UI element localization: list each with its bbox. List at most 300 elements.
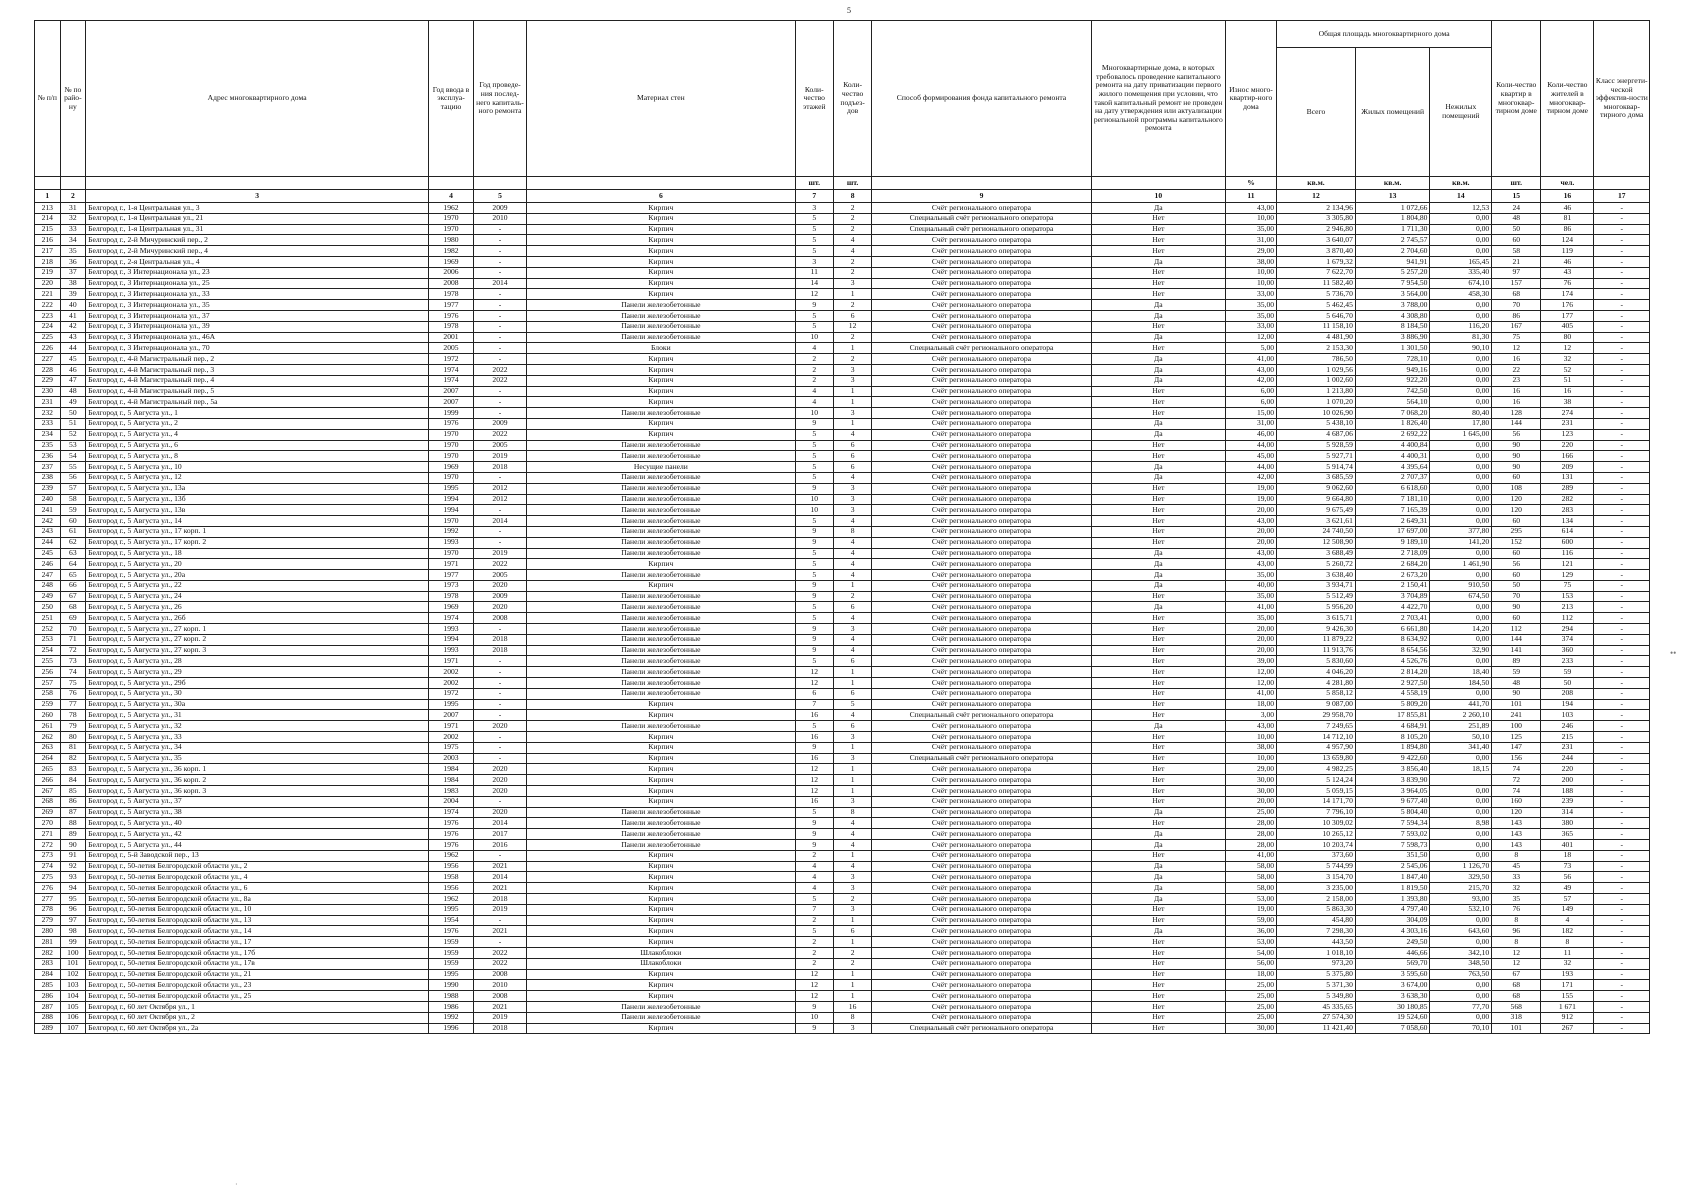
cell-area-living: 17 855,81 xyxy=(1355,710,1430,721)
cell-entrances: 4 xyxy=(833,840,871,851)
cell-num: 244 xyxy=(35,537,61,548)
cell-area-living: 1 072,66 xyxy=(1355,203,1430,214)
cell-year-built: 1962 xyxy=(429,203,474,214)
cell-fund-method: Счёт регионального оператора xyxy=(872,667,1091,678)
cell-area-total: 5 928,59 xyxy=(1277,440,1356,451)
cell-repair-required: Нет xyxy=(1091,753,1225,764)
cell-num: 229 xyxy=(35,375,61,386)
table-row xyxy=(35,591,1650,602)
cell-wear: 19,00 xyxy=(1225,494,1276,505)
cell-entrances: 6 xyxy=(833,451,871,462)
cell-area-total: 2 158,00 xyxy=(1277,894,1356,905)
cell-repair-required: Нет xyxy=(1091,397,1225,408)
cell-year-repair: - xyxy=(473,667,526,678)
cell-residents: 176 xyxy=(1541,300,1594,311)
cell-district-num: 36 xyxy=(60,256,86,267)
cell-floors: 5 xyxy=(795,451,833,462)
cell-area-total: 1 002,60 xyxy=(1277,375,1356,386)
cell-entrances: 2 xyxy=(833,300,871,311)
cell-area-living: 7 954,50 xyxy=(1355,278,1430,289)
cell-num: 232 xyxy=(35,408,61,419)
cell-address: Белгород г., 5 Августа ул., 6 xyxy=(86,440,429,451)
cell-area-nonliving: 0,00 xyxy=(1430,548,1492,559)
cell-year-repair: - xyxy=(473,656,526,667)
table-row xyxy=(35,775,1650,786)
cell-district-num: 66 xyxy=(60,580,86,591)
header-energy-class: Класс энергети-ческой эффектив-ности многоквар-тирного дома xyxy=(1594,21,1650,177)
cell-wear: 20,00 xyxy=(1225,634,1276,645)
cell-floors: 5 xyxy=(795,235,833,246)
cell-num: 246 xyxy=(35,559,61,570)
cell-area-living: 1 711,30 xyxy=(1355,224,1430,235)
cell-num: 282 xyxy=(35,947,61,958)
cell-energy-class: - xyxy=(1594,310,1650,321)
cell-year-built: 1994 xyxy=(429,634,474,645)
cell-energy-class: - xyxy=(1594,267,1650,278)
cell-num: 268 xyxy=(35,796,61,807)
cell-year-repair: - xyxy=(473,354,526,365)
cell-year-repair: 2010 xyxy=(473,980,526,991)
cell-wear: 44,00 xyxy=(1225,440,1276,451)
cell-year-built: 1984 xyxy=(429,764,474,775)
cell-area-total: 5 512,49 xyxy=(1277,591,1356,602)
cell-year-built: 1994 xyxy=(429,494,474,505)
cell-floors: 9 xyxy=(795,483,833,494)
cell-energy-class: - xyxy=(1594,408,1650,419)
cell-area-nonliving: 0,00 xyxy=(1430,688,1492,699)
cell-area-nonliving: 14,20 xyxy=(1430,624,1492,635)
cell-wear: 43,00 xyxy=(1225,721,1276,732)
cell-apartments: 32 xyxy=(1492,883,1541,894)
cell-num: 224 xyxy=(35,321,61,332)
cell-year-repair: - xyxy=(473,256,526,267)
cell-wear: 20,00 xyxy=(1225,624,1276,635)
cell-wear: 35,00 xyxy=(1225,300,1276,311)
cell-address: Белгород г., 5 Августа ул., 29б xyxy=(86,678,429,689)
header-year-repair: Год проведе-ния послед-него капиталь-ного ремонта xyxy=(473,21,526,177)
cell-district-num: 58 xyxy=(60,494,86,505)
cell-entrances: 4 xyxy=(833,537,871,548)
cell-area-total: 10 026,90 xyxy=(1277,408,1356,419)
cell-residents: 129 xyxy=(1541,570,1594,581)
header-area-total: Всего xyxy=(1277,48,1356,177)
cell-wear: 39,00 xyxy=(1225,656,1276,667)
cell-floors: 9 xyxy=(795,537,833,548)
cell-residents: 374 xyxy=(1541,634,1594,645)
cell-wall-material: Панели железобетонные xyxy=(527,840,795,851)
table-row xyxy=(35,937,1650,948)
cell-energy-class: - xyxy=(1594,537,1650,548)
cell-area-total: 2 153,30 xyxy=(1277,343,1356,354)
cell-wall-material: Кирпич xyxy=(527,732,795,743)
cell-address: Белгород г., 5 Августа ул., 8 xyxy=(86,451,429,462)
cell-year-built: 1970 xyxy=(429,440,474,451)
cell-floors: 11 xyxy=(795,267,833,278)
cell-apartments: 8 xyxy=(1492,937,1541,948)
cell-floors: 2 xyxy=(795,958,833,969)
table-row xyxy=(35,408,1650,419)
cell-energy-class: - xyxy=(1594,872,1650,883)
cell-entrances: 1 xyxy=(833,667,871,678)
cell-area-living: 2 927,50 xyxy=(1355,678,1430,689)
cell-area-living: 949,16 xyxy=(1355,364,1430,375)
header-address: Адрес многоквартирного дома xyxy=(86,21,429,177)
cell-num: 277 xyxy=(35,894,61,905)
cell-residents: 283 xyxy=(1541,505,1594,516)
cell-year-repair: 2018 xyxy=(473,894,526,905)
cell-entrances: 12 xyxy=(833,321,871,332)
cell-area-living: 3 638,30 xyxy=(1355,991,1430,1002)
cell-apartments: 60 xyxy=(1492,548,1541,559)
cell-district-num: 48 xyxy=(60,386,86,397)
cell-year-built: 1971 xyxy=(429,559,474,570)
cell-repair-required: Да xyxy=(1091,926,1225,937)
cell-area-living: 1 826,40 xyxy=(1355,418,1430,429)
cell-floors: 9 xyxy=(795,829,833,840)
cell-area-total: 5 863,30 xyxy=(1277,904,1356,915)
cell-address: Белгород г., 50-летия Белгородской области ул., 23 xyxy=(86,980,429,991)
cell-year-repair: 2020 xyxy=(473,580,526,591)
cell-residents: 75 xyxy=(1541,580,1594,591)
table-row xyxy=(35,678,1650,689)
cell-num: 220 xyxy=(35,278,61,289)
cell-area-nonliving: 0,00 xyxy=(1430,440,1492,451)
cell-address: Белгород г., 5 Августа ул., 26б xyxy=(86,613,429,624)
cell-area-living: 2 707,37 xyxy=(1355,472,1430,483)
cell-residents: 153 xyxy=(1541,591,1594,602)
cell-area-nonliving: 0,00 xyxy=(1430,915,1492,926)
cell-area-total: 2 946,80 xyxy=(1277,224,1356,235)
unit-cell: шт. xyxy=(795,177,833,190)
cell-area-living: 3 674,00 xyxy=(1355,980,1430,991)
cell-year-built: 1962 xyxy=(429,894,474,905)
cell-fund-method: Счёт регионального оператора xyxy=(872,494,1091,505)
cell-residents: 4 xyxy=(1541,915,1594,926)
cell-area-living: 8 184,50 xyxy=(1355,321,1430,332)
cell-energy-class: - xyxy=(1594,494,1650,505)
cell-residents: 401 xyxy=(1541,840,1594,851)
cell-floors: 5 xyxy=(795,602,833,613)
cell-residents: 360 xyxy=(1541,645,1594,656)
cell-fund-method: Счёт регионального оператора xyxy=(872,354,1091,365)
scan-mark: •• xyxy=(1670,648,1677,658)
cell-apartments: 74 xyxy=(1492,786,1541,797)
cell-address: Белгород г., 5 Августа ул., 30 xyxy=(86,688,429,699)
cell-address: Белгород г., 60 лет Октября ул., 2 xyxy=(86,1012,429,1023)
cell-residents: 50 xyxy=(1541,678,1594,689)
cell-entrances: 3 xyxy=(833,278,871,289)
cell-year-built: 1970 xyxy=(429,213,474,224)
cell-address: Белгород г., 5-й Заводской пер., 13 xyxy=(86,850,429,861)
cell-area-total: 373,60 xyxy=(1277,850,1356,861)
cell-district-num: 87 xyxy=(60,807,86,818)
cell-area-living: 7 594,34 xyxy=(1355,818,1430,829)
cell-area-living: 8 105,20 xyxy=(1355,732,1430,743)
cell-fund-method: Счёт регионального оператора xyxy=(872,321,1091,332)
cell-residents: 12 xyxy=(1541,343,1594,354)
cell-num: 221 xyxy=(35,289,61,300)
cell-energy-class: - xyxy=(1594,440,1650,451)
cell-repair-required: Да xyxy=(1091,829,1225,840)
cell-year-repair: 2014 xyxy=(473,516,526,527)
cell-wall-material: Шлакоблоки xyxy=(527,958,795,969)
cell-wall-material: Панели железобетонные xyxy=(527,321,795,332)
cell-district-num: 90 xyxy=(60,840,86,851)
cell-entrances: 1 xyxy=(833,580,871,591)
cell-area-total: 3 934,71 xyxy=(1277,580,1356,591)
cell-district-num: 96 xyxy=(60,904,86,915)
cell-area-living: 1 819,50 xyxy=(1355,883,1430,894)
cell-wall-material: Кирпич xyxy=(527,872,795,883)
cell-district-num: 91 xyxy=(60,850,86,861)
cell-energy-class: - xyxy=(1594,894,1650,905)
cell-repair-required: Нет xyxy=(1091,537,1225,548)
cell-address: Белгород г., 50-летия Белгородской области ул., 21 xyxy=(86,969,429,980)
cell-floors: 2 xyxy=(795,947,833,958)
cell-address: Белгород г., 3 Интернационала ул., 39 xyxy=(86,321,429,332)
cell-num: 278 xyxy=(35,904,61,915)
cell-address: Белгород г., 3 Интернационала ул., 23 xyxy=(86,267,429,278)
cell-address: Белгород г., 1-я Центральная ул., 21 xyxy=(86,213,429,224)
cell-repair-required: Нет xyxy=(1091,699,1225,710)
cell-num: 257 xyxy=(35,678,61,689)
cell-wall-material: Кирпич xyxy=(527,397,795,408)
cell-area-total: 27 574,30 xyxy=(1277,1012,1356,1023)
cell-address: Белгород г., 5 Августа ул., 22 xyxy=(86,580,429,591)
cell-address: Белгород г., 1-я Центральная ул., 3 xyxy=(86,203,429,214)
cell-district-num: 69 xyxy=(60,613,86,624)
cell-year-repair: 2021 xyxy=(473,926,526,937)
cell-repair-required: Да xyxy=(1091,570,1225,581)
cell-wall-material: Панели железобетонные xyxy=(527,570,795,581)
cell-district-num: 55 xyxy=(60,462,86,473)
cell-residents: 213 xyxy=(1541,602,1594,613)
table-row xyxy=(35,796,1650,807)
cell-apartments: 90 xyxy=(1492,462,1541,473)
cell-num: 265 xyxy=(35,764,61,775)
cell-entrances: 4 xyxy=(833,472,871,483)
cell-wall-material: Панели железобетонные xyxy=(527,300,795,311)
header-district-num: № по райо-ну xyxy=(60,21,86,177)
cell-district-num: 46 xyxy=(60,364,86,375)
cell-num: 234 xyxy=(35,429,61,440)
cell-wall-material: Панели железобетонные xyxy=(527,688,795,699)
cell-repair-required: Нет xyxy=(1091,321,1225,332)
cell-fund-method: Счёт регионального оператора xyxy=(872,883,1091,894)
cell-residents: 239 xyxy=(1541,796,1594,807)
cell-repair-required: Нет xyxy=(1091,937,1225,948)
cell-apartments: 125 xyxy=(1492,732,1541,743)
cell-address: Белгород г., 50-летия Белгородской области ул., 17в xyxy=(86,958,429,969)
column-number: 5 xyxy=(473,190,526,203)
table-row xyxy=(35,213,1650,224)
cell-entrances: 1 xyxy=(833,991,871,1002)
cell-area-nonliving: 70,10 xyxy=(1430,1023,1492,1034)
cell-year-repair: - xyxy=(473,699,526,710)
cell-wear: 10,00 xyxy=(1225,732,1276,743)
cell-energy-class: - xyxy=(1594,1001,1650,1012)
cell-year-repair: - xyxy=(473,224,526,235)
cell-address: Белгород г., 4-й Магистральный пер., 5 xyxy=(86,386,429,397)
cell-district-num: 102 xyxy=(60,969,86,980)
cell-residents: 149 xyxy=(1541,904,1594,915)
cell-repair-required: Нет xyxy=(1091,624,1225,635)
table-row xyxy=(35,289,1650,300)
cell-year-repair: - xyxy=(473,710,526,721)
cell-year-built: 1993 xyxy=(429,645,474,656)
cell-fund-method: Счёт регионального оператора xyxy=(872,203,1091,214)
column-number: 4 xyxy=(429,190,474,203)
cell-wall-material: Панели железобетонные xyxy=(527,1012,795,1023)
cell-year-built: 1977 xyxy=(429,570,474,581)
cell-district-num: 32 xyxy=(60,213,86,224)
cell-area-nonliving: 532,10 xyxy=(1430,904,1492,915)
cell-wear: 45,00 xyxy=(1225,451,1276,462)
cell-apartments: 59 xyxy=(1492,667,1541,678)
cell-area-living: 941,91 xyxy=(1355,256,1430,267)
cell-area-living: 9 677,40 xyxy=(1355,796,1430,807)
cell-residents: 49 xyxy=(1541,883,1594,894)
cell-residents: 51 xyxy=(1541,375,1594,386)
cell-energy-class: - xyxy=(1594,429,1650,440)
cell-wall-material: Панели железобетонные xyxy=(527,516,795,527)
cell-year-repair: 2005 xyxy=(473,440,526,451)
cell-area-nonliving: 0,00 xyxy=(1430,462,1492,473)
cell-fund-method: Счёт регионального оператора xyxy=(872,559,1091,570)
cell-residents: 380 xyxy=(1541,818,1594,829)
table-row xyxy=(35,300,1650,311)
cell-num: 219 xyxy=(35,267,61,278)
cell-entrances: 3 xyxy=(833,408,871,419)
cell-wall-material: Кирпич xyxy=(527,980,795,991)
cell-apartments: 48 xyxy=(1492,213,1541,224)
cell-year-built: 1976 xyxy=(429,310,474,321)
cell-wall-material: Кирпич xyxy=(527,256,795,267)
cell-floors: 14 xyxy=(795,278,833,289)
cell-apartments: 101 xyxy=(1492,699,1541,710)
cell-wear: 54,00 xyxy=(1225,947,1276,958)
cell-repair-required: Нет xyxy=(1091,915,1225,926)
cell-residents: 220 xyxy=(1541,440,1594,451)
cell-residents: 86 xyxy=(1541,224,1594,235)
cell-area-total: 4 957,90 xyxy=(1277,742,1356,753)
cell-entrances: 3 xyxy=(833,732,871,743)
cell-year-repair: 2020 xyxy=(473,602,526,613)
cell-energy-class: - xyxy=(1594,764,1650,775)
header-wall-material: Материал стен xyxy=(527,21,795,177)
cell-energy-class: - xyxy=(1594,213,1650,224)
cell-fund-method: Счёт регионального оператора xyxy=(872,602,1091,613)
cell-repair-required: Да xyxy=(1091,721,1225,732)
cell-residents: 124 xyxy=(1541,235,1594,246)
cell-floors: 2 xyxy=(795,915,833,926)
cell-district-num: 41 xyxy=(60,310,86,321)
cell-apartments: 120 xyxy=(1492,494,1541,505)
cell-fund-method: Счёт регионального оператора xyxy=(872,699,1091,710)
cell-wear: 53,00 xyxy=(1225,894,1276,905)
cell-num: 216 xyxy=(35,235,61,246)
cell-year-repair: 2021 xyxy=(473,883,526,894)
cell-year-built: 1969 xyxy=(429,462,474,473)
cell-wall-material: Кирпич xyxy=(527,861,795,872)
cell-area-nonliving: 341,40 xyxy=(1430,742,1492,753)
cell-num: 287 xyxy=(35,1001,61,1012)
cell-residents: 231 xyxy=(1541,418,1594,429)
cell-area-living: 30 180,85 xyxy=(1355,1001,1430,1012)
cell-entrances: 6 xyxy=(833,926,871,937)
cell-wall-material: Панели железобетонные xyxy=(527,667,795,678)
table-row xyxy=(35,883,1650,894)
table-row xyxy=(35,688,1650,699)
cell-address: Белгород г., 2-й Мичуринский пер., 2 xyxy=(86,235,429,246)
table-row xyxy=(35,624,1650,635)
cell-wall-material: Кирпич xyxy=(527,883,795,894)
cell-repair-required: Нет xyxy=(1091,440,1225,451)
cell-repair-required: Нет xyxy=(1091,775,1225,786)
cell-area-total: 10 265,12 xyxy=(1277,829,1356,840)
cell-floors: 5 xyxy=(795,894,833,905)
cell-fund-method: Счёт регионального оператора xyxy=(872,850,1091,861)
cell-area-total: 11 913,76 xyxy=(1277,645,1356,656)
cell-area-living: 1 804,80 xyxy=(1355,213,1430,224)
table-row xyxy=(35,451,1650,462)
cell-address: Белгород г., 50-летия Белгородской области ул., 8а xyxy=(86,894,429,905)
cell-repair-required: Нет xyxy=(1091,246,1225,257)
cell-area-total: 3 615,71 xyxy=(1277,613,1356,624)
table-row xyxy=(35,667,1650,678)
cell-repair-required: Нет xyxy=(1091,969,1225,980)
cell-num: 214 xyxy=(35,213,61,224)
cell-area-nonliving: 0,00 xyxy=(1430,850,1492,861)
cell-residents: 18 xyxy=(1541,850,1594,861)
unit-cell: шт. xyxy=(1492,177,1541,190)
cell-floors: 4 xyxy=(795,343,833,354)
cell-wear: 42,00 xyxy=(1225,375,1276,386)
cell-district-num: 73 xyxy=(60,656,86,667)
header-apartments: Коли-чество квартир в многоквар-тирном доме xyxy=(1492,21,1541,177)
cell-entrances: 1 xyxy=(833,397,871,408)
cell-num: 261 xyxy=(35,721,61,732)
cell-area-living: 922,20 xyxy=(1355,375,1430,386)
cell-area-living: 3 886,90 xyxy=(1355,332,1430,343)
cell-year-built: 1969 xyxy=(429,602,474,613)
cell-address: Белгород г., 5 Августа ул., 13а xyxy=(86,483,429,494)
cell-address: Белгород г., 50-летия Белгородской области ул., 6 xyxy=(86,883,429,894)
cell-wall-material: Панели железобетонные xyxy=(527,451,795,462)
cell-area-nonliving: 0,00 xyxy=(1430,354,1492,365)
cell-energy-class: - xyxy=(1594,818,1650,829)
cell-num: 284 xyxy=(35,969,61,980)
cell-year-built: 1978 xyxy=(429,289,474,300)
cell-entrances: 3 xyxy=(833,505,871,516)
cell-floors: 10 xyxy=(795,494,833,505)
cell-area-total: 9 062,60 xyxy=(1277,483,1356,494)
cell-wear: 3,00 xyxy=(1225,710,1276,721)
cell-wall-material: Кирпич xyxy=(527,429,795,440)
cell-floors: 5 xyxy=(795,548,833,559)
table-row xyxy=(35,926,1650,937)
cell-year-repair: 2022 xyxy=(473,958,526,969)
cell-apartments: 16 xyxy=(1492,354,1541,365)
cell-district-num: 83 xyxy=(60,764,86,775)
cell-num: 251 xyxy=(35,613,61,624)
cell-wear: 10,00 xyxy=(1225,213,1276,224)
cell-area-nonliving: 18,40 xyxy=(1430,667,1492,678)
cell-apartments: 23 xyxy=(1492,375,1541,386)
cell-year-built: 1959 xyxy=(429,937,474,948)
cell-floors: 12 xyxy=(795,289,833,300)
cell-apartments: 58 xyxy=(1492,246,1541,257)
